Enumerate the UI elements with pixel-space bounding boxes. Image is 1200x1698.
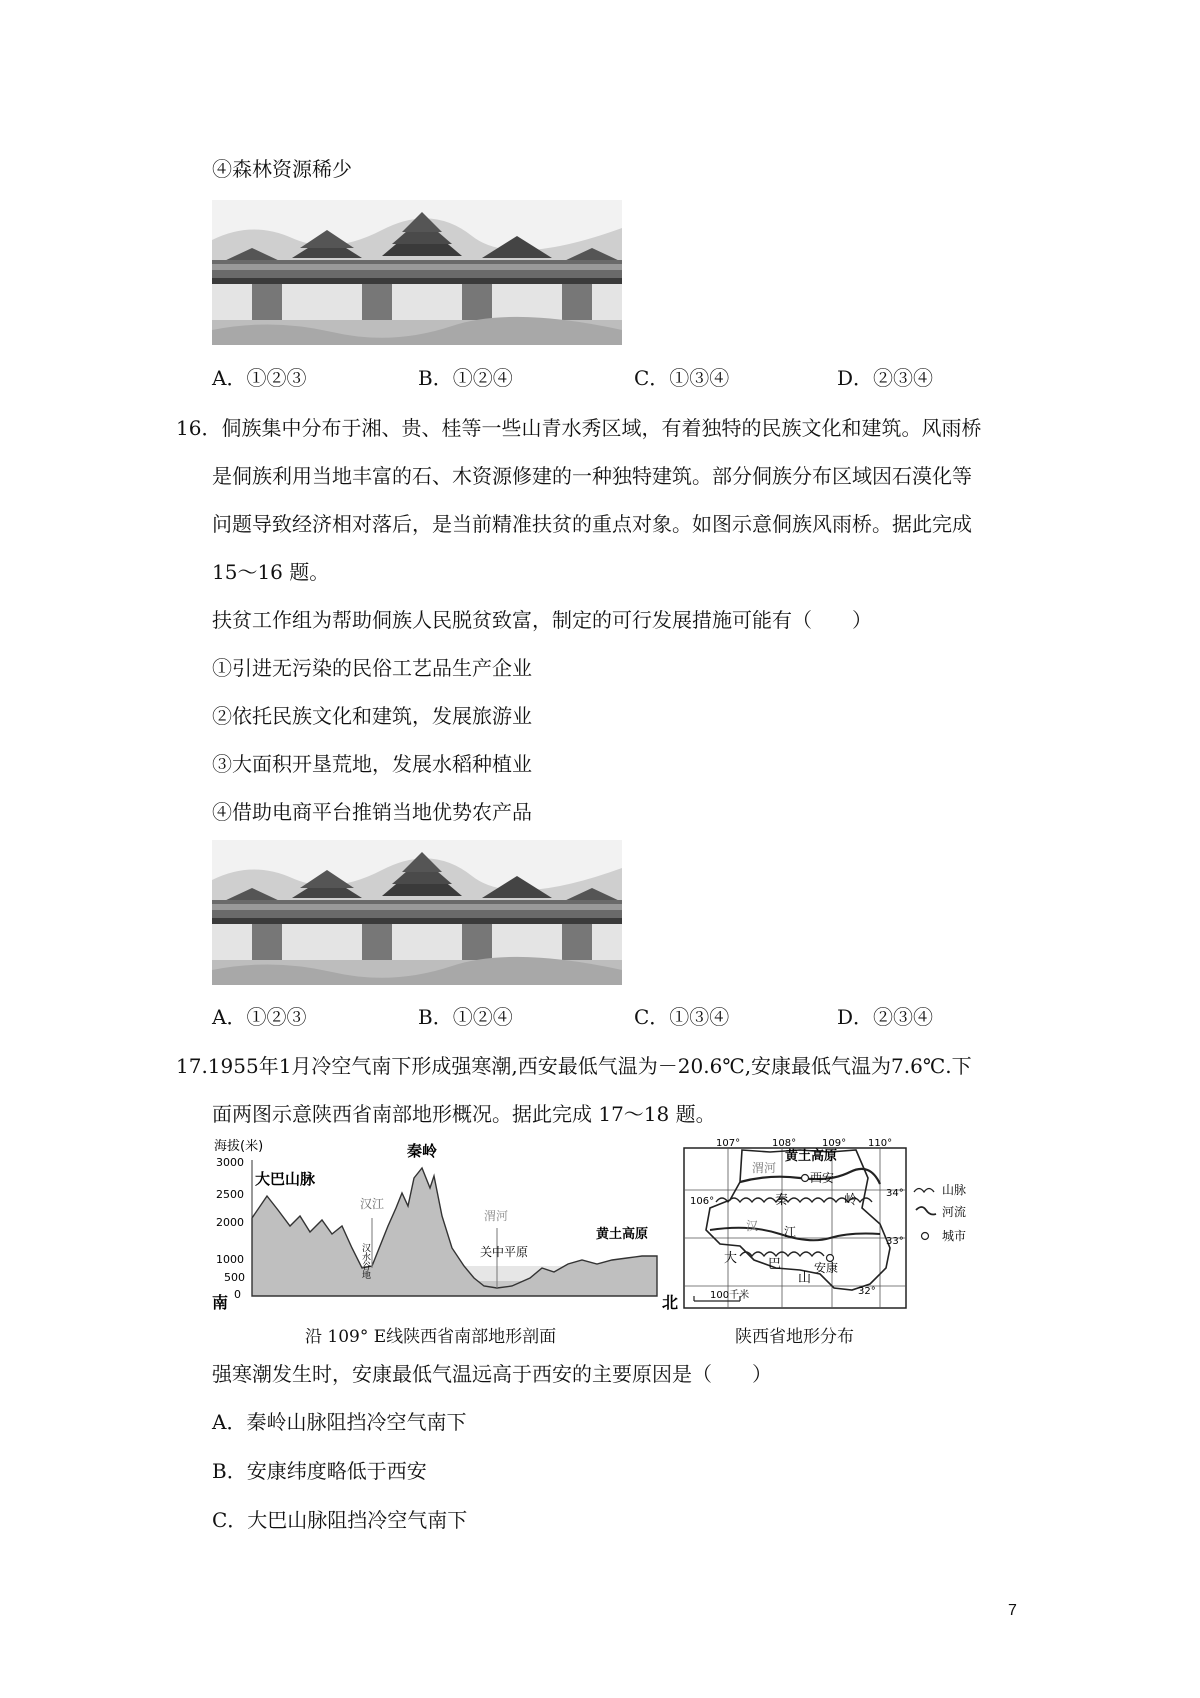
q17-option-c[interactable]: C．大巴山脉阻挡冷空气南下 xyxy=(212,1508,468,1532)
profile-ytick-0: 0 xyxy=(234,1288,241,1301)
q16-stem-line-4: 15～16 题。 xyxy=(212,560,330,584)
profile-label-qinling: 秦岭 xyxy=(407,1142,438,1160)
profile-north-label: 北 xyxy=(662,1293,679,1312)
map-lon-106: 106° xyxy=(690,1196,715,1207)
map-label-han: 汉 xyxy=(746,1219,759,1233)
wind-rain-bridge-photo-1 xyxy=(212,200,622,345)
profile-label-hanjiang: 汉江 xyxy=(360,1197,385,1211)
map-label-qin: 秦 xyxy=(775,1193,789,1208)
map-scale-label: 100千米 xyxy=(710,1290,750,1301)
q15-option-a[interactable]: A．①②③ xyxy=(212,366,307,390)
q17-question: 强寒潮发生时，安康最低气温远高于西安的主要原因是（ ） xyxy=(212,1362,772,1386)
q16-option-d[interactable]: D．②③④ xyxy=(837,1005,934,1029)
map-label-ba: 巴 xyxy=(768,1257,782,1272)
legend-city-label: 城市 xyxy=(942,1229,967,1243)
shaanxi-map-figure xyxy=(680,1138,1020,1313)
legend-river-icon xyxy=(916,1207,936,1215)
map-label-shan: 山 xyxy=(798,1271,812,1286)
legend-city-icon xyxy=(922,1233,929,1240)
wind-rain-bridge-photo-2 xyxy=(212,840,622,985)
profile-label-weihe: 渭河 xyxy=(484,1209,509,1223)
map-label-jiang: 江 xyxy=(784,1225,797,1239)
page-number: 7 xyxy=(1008,1602,1017,1619)
profile-ytick-2500: 2500 xyxy=(216,1188,244,1201)
map-label-xian: 西安 xyxy=(810,1171,835,1185)
profile-label-daba: 大巴山脉 xyxy=(255,1170,316,1188)
q15-option-c[interactable]: C．①③④ xyxy=(634,366,730,390)
map-lat-34: 34° xyxy=(886,1188,904,1199)
profile-caption: 沿 109° E线陕西省南部地形剖面 xyxy=(305,1327,557,1347)
profile-ytick-1000: 1000 xyxy=(216,1253,244,1266)
q16-option-b[interactable]: B．①②④ xyxy=(418,1005,513,1029)
profile-ylabel: 海拔(米) xyxy=(214,1139,264,1154)
q17-option-b[interactable]: B．安康纬度略低于西安 xyxy=(212,1459,427,1483)
q17-stem-line-1: 17.1955年1月冷空气南下形成强寒潮,西安最低气温为－20.6℃,安康最低气温为7.6℃.下 xyxy=(176,1054,972,1078)
legend-mountain-icon xyxy=(914,1189,934,1193)
map-caption: 陕西省地形分布 xyxy=(735,1327,854,1347)
profile-ytick-3000: 3000 xyxy=(216,1156,244,1169)
profile-ytick-500: 500 xyxy=(224,1271,245,1284)
profile-label-hanshui: 汉水谷地 xyxy=(360,1243,370,1279)
profile-south-label: 南 xyxy=(212,1293,229,1312)
profile-ytick-2000: 2000 xyxy=(216,1216,244,1229)
map-lat-33: 33° xyxy=(886,1236,904,1247)
map-label-huangtu: 黄土高原 xyxy=(785,1149,838,1164)
q15-item-4: ④森林资源稀少 xyxy=(212,157,352,181)
legend-mountain-label: 山脉 xyxy=(942,1183,967,1197)
profile-label-huangtu: 黄土高原 xyxy=(596,1227,649,1242)
q17-option-a[interactable]: A．秦岭山脉阻挡冷空气南下 xyxy=(212,1410,467,1434)
map-label-weihe: 渭河 xyxy=(752,1161,777,1175)
q15-option-b[interactable]: B．①②④ xyxy=(418,366,513,390)
map-label-ling: 岭 xyxy=(844,1193,858,1208)
map-lon-110: 110° xyxy=(868,1138,893,1149)
map-lon-107: 107° xyxy=(716,1138,741,1149)
q16-item-2: ②依托民族文化和建筑，发展旅游业 xyxy=(212,704,532,728)
q15-option-d[interactable]: D．②③④ xyxy=(837,366,934,390)
shaanxi-border xyxy=(706,1150,890,1290)
q16-item-1: ①引进无污染的民俗工艺品生产企业 xyxy=(212,656,532,680)
q16-item-4: ④借助电商平台推销当地优势农产品 xyxy=(212,800,532,824)
map-label-ankang: 安康 xyxy=(814,1261,839,1275)
q16-stem-line-3: 问题导致经济相对落后，是当前精准扶贫的重点对象。如图示意侗族风雨桥。据此完成 xyxy=(212,512,972,536)
map-lat-32: 32° xyxy=(858,1286,876,1297)
map-label-da: 大 xyxy=(724,1251,738,1266)
q16-option-c[interactable]: C．①③④ xyxy=(634,1005,730,1029)
q16-item-3: ③大面积开垦荒地，发展水稻种植业 xyxy=(212,752,532,776)
q16-stem-line-1: 16．侗族集中分布于湘、贵、桂等一些山青水秀区域，有着独特的民族文化和建筑。风雨桥 xyxy=(176,416,982,440)
legend-river-label: 河流 xyxy=(942,1205,967,1219)
q17-stem-line-2: 面两图示意陕西省南部地形概况。据此完成 17～18 题。 xyxy=(212,1102,716,1126)
xian-city-marker xyxy=(802,1175,809,1182)
map-lon-108: 108° xyxy=(772,1138,797,1149)
q16-option-a[interactable]: A．①②③ xyxy=(212,1005,307,1029)
q16-question: 扶贫工作组为帮助侗族人民脱贫致富，制定的可行发展措施可能有（ ） xyxy=(212,608,872,632)
map-lon-109: 109° xyxy=(822,1138,847,1149)
profile-label-guanzhong: 关中平原 xyxy=(480,1245,529,1259)
terrain-profile-figure xyxy=(212,1138,692,1313)
q16-stem-line-2: 是侗族利用当地丰富的石、木资源修建的一种独特建筑。部分侗族分布区域因石漠化等 xyxy=(212,464,972,488)
